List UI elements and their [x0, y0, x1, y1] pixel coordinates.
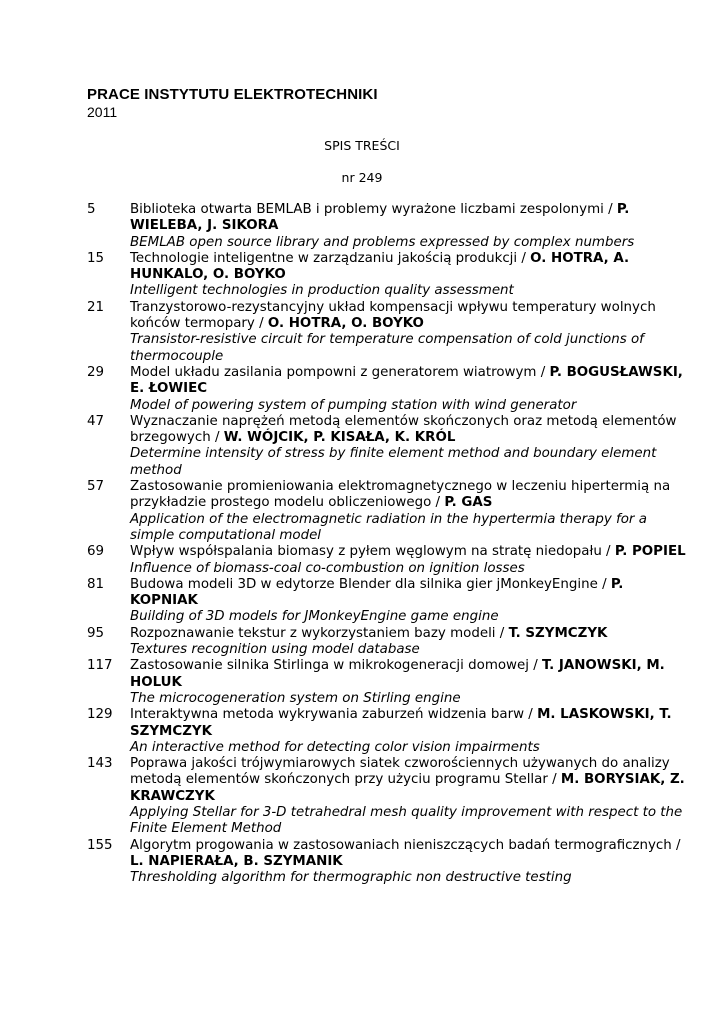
page-number: 117 — [87, 658, 113, 674]
title-polish: Budowa modeli 3D w edytorze Blender dla silnika gier jMonkeyEngine / — [130, 576, 607, 592]
toc-entry — [87, 577, 687, 626]
title-polish: Rozpoznawanie tekstur z wykorzystaniem bazy modeli / — [130, 625, 505, 641]
title-english: Thresholding algorithm for thermographic non destructive testing — [130, 870, 572, 886]
title-english: Model of powering system of pumping station with wind generator — [130, 397, 577, 413]
page-number: 5 — [87, 202, 96, 217]
title-polish: Interaktywna metoda wykrywania zaburzeń widzenia barw / — [130, 707, 533, 723]
toc-entry — [87, 251, 687, 300]
title-english: Influence of biomass-coal co-combustion on ignition losses — [130, 560, 525, 576]
title-english: The microcogeneration system on Stirling engine — [130, 690, 461, 706]
page-number: 21 — [87, 299, 105, 315]
authors: M. LASKOWSKI, T. SZYMCZYK — [130, 707, 672, 739]
issue-number: nr 249 — [341, 170, 383, 185]
title-polish: Algorytm progowania w zastosowaniach nieniszczących badań termograficznych / — [130, 837, 681, 853]
authors: T. SZYMCZYK — [508, 625, 608, 641]
title-polish: Poprawa jakości trójwymiarowych siatek czworościennych używanych do analizy metodą elementów skończonych przy użyciu programu Stellar / — [130, 756, 670, 788]
authors: P. WIELEBA, J. SIKORA — [130, 202, 630, 234]
authors: O. HOTRA, O. BOYKO — [267, 316, 424, 332]
page-number: 129 — [87, 707, 113, 723]
toc-entry — [87, 544, 687, 577]
journal-year: 2011 — [87, 104, 118, 120]
title-english: Building of 3D models for JMonkeyEngine game engine — [130, 609, 499, 625]
page-number: 69 — [87, 544, 105, 560]
authors: L. NAPIERAŁA, B. SZYMANIK — [130, 853, 343, 869]
page-number: 95 — [87, 625, 105, 641]
authors: M. BORYSIAK, Z. KRAWCZYK — [130, 772, 685, 804]
authors: P. GAS — [444, 495, 493, 511]
title-polish: Wpływ współspalania biomasy z pyłem węglowym na stratę niedopału / — [130, 544, 611, 560]
title-english: BEMLAB open source library and problems expressed by complex numbers — [130, 234, 635, 250]
title-polish: Technologie inteligentne w zarządzaniu jakością produkcji / — [130, 250, 526, 266]
title-polish: Biblioteka otwarta BEMLAB i problemy wyrażone liczbami zespolonymi / — [130, 202, 613, 217]
page-number: 29 — [87, 364, 105, 380]
page-number: 47 — [87, 413, 105, 429]
authors: P. KOPNIAK — [130, 576, 624, 609]
toc-entry — [87, 707, 687, 756]
title-polish: Tranzystorowo-rezystancyjny układ kompensacji wpływu temperatury wolnych końców termopary / — [130, 299, 656, 332]
authors: P. BOGUSŁAWSKI, E. ŁOWIEC — [130, 364, 683, 397]
authors: O. HOTRA, A. HUNKALO, O. BOYKO — [130, 250, 630, 283]
title-english: Determine intensity of stress by finite element method and boundary element method — [130, 446, 657, 478]
toc-entry — [87, 658, 687, 707]
title-polish: Zastosowanie silnika Stirlinga w mikrokogeneracji domowej / — [130, 658, 538, 674]
title-english: Transistor-resistive circuit for temperature compensation of cold junctions of thermocouple — [130, 332, 644, 364]
toc-entry — [87, 756, 687, 837]
page-number: 57 — [87, 479, 105, 495]
toc-entry — [87, 202, 687, 251]
title-english: An interactive method for detecting color vision impairments — [130, 739, 540, 755]
authors: T. JANOWSKI, M. HOLUK — [130, 658, 665, 690]
toc-entry — [87, 838, 687, 887]
page-number: 81 — [87, 576, 105, 592]
journal-title: PRACE INSTYTUTU ELEKTROTECHNIKI — [87, 86, 378, 103]
title-polish: Model układu zasilania pompowni z generatorem wiatrowym / — [130, 364, 546, 380]
title-polish: Zastosowanie promieniowania elektromagnetycznego w leczeniu hipertermią na przykładzie prostego modelu obliczeniowego / — [130, 479, 671, 511]
toc-heading: SPIS TREŚCI — [324, 138, 400, 153]
toc-entry — [87, 626, 687, 659]
page-number: 143 — [87, 756, 113, 772]
title-polish: Wyznaczanie naprężeń metodą elementów skończonych oraz metodą elementów brzegowych / — [130, 413, 677, 446]
title-english: Application of the electromagnetic radiation in the hypertermia therapy for a simple computational model — [130, 511, 647, 543]
authors: W. WÓJCIK, P. KISAŁA, K. KRÓL — [223, 430, 456, 446]
toc-entry — [87, 479, 687, 544]
title-english: Intelligent technologies in production quality assessment — [130, 283, 514, 299]
title-english: Textures recognition using model database — [130, 642, 420, 658]
page-number: 155 — [87, 837, 113, 853]
toc-entry — [87, 365, 687, 414]
toc-entry — [87, 414, 687, 479]
toc-entry — [87, 300, 687, 365]
toc-list — [87, 202, 687, 886]
title-english: Applying Stellar for 3-D tetrahedral mesh quality improvement with respect to the Finite Element Method — [130, 804, 683, 837]
page-number: 15 — [87, 250, 105, 266]
authors: P. POPIEL — [614, 544, 686, 560]
